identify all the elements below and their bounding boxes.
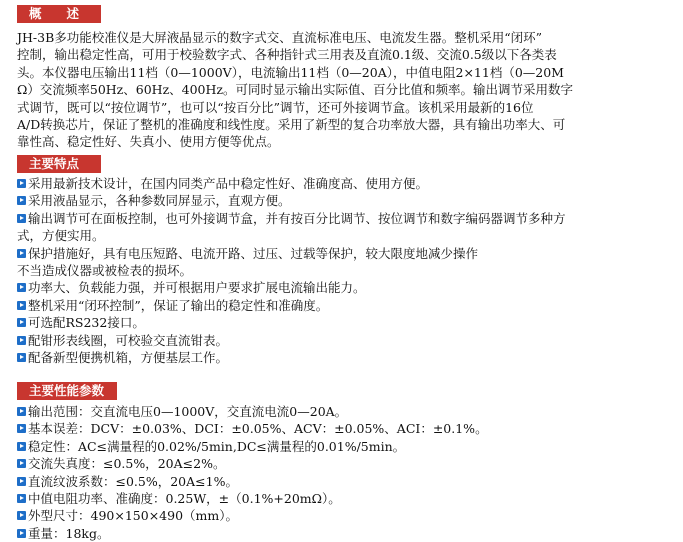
overview-line: 头。本仪器电压输出11档（0—1000V），电流输出11档（0—20A），中值电阻2×11档（0—20M — [17, 64, 564, 80]
specs-item-text: 输出范围：交直流电压0—1000V，交直流电流0—20A。 — [28, 404, 348, 419]
specs-item — [17, 403, 675, 420]
features-item-text: 式，方便实用。 — [17, 228, 105, 244]
arrow-bullet-icon — [17, 214, 26, 223]
specs-item — [17, 473, 675, 490]
arrow-bullet-icon — [17, 179, 26, 188]
features-item-text: 采用液晶显示，各种参数同屏显示，直观方便。 — [28, 193, 291, 209]
features-item-text: 功率大、负载能力强，并可根据用户要求扩展电流输出能力。 — [28, 280, 366, 296]
features-item — [17, 349, 675, 366]
features-list — [17, 175, 675, 366]
features-item — [17, 210, 675, 227]
specs-item-text: 基本误差：DCV：±0.03%、DCI：±0.05%、ACV：±0.05%、ACI：±0.1%。 — [28, 421, 488, 437]
specs-list — [17, 403, 675, 542]
arrow-bullet-icon — [17, 459, 26, 468]
features-item-text: 不当造成仪器或被检表的损坏。 — [17, 263, 193, 279]
specs-item-text: 重量：18kg。 — [28, 525, 110, 541]
overview-line: Ω）交流频率50Hz、60Hz、400Hz。可同时显示输出实际值、百分比值和频率。输出调节采用数字 — [17, 82, 573, 98]
features-item-text: 配备新型便携机箱，方便基层工作。 — [28, 350, 229, 366]
arrow-bullet-icon — [17, 336, 26, 345]
features-item — [17, 262, 675, 279]
features-item-text: 配钳形表线圈，可校验交直流钳表。 — [28, 332, 229, 348]
overview-line: 靠性高、稳定性好、失真小、使用方便等优点。 — [17, 134, 280, 150]
features-item — [17, 297, 675, 314]
features-item — [17, 175, 675, 192]
arrow-bullet-icon — [17, 511, 26, 520]
arrow-bullet-icon — [17, 301, 26, 310]
specs-item — [17, 525, 675, 542]
features-item-text: 整机采用“闭环控制”，保证了输出的稳定性和准确度。 — [28, 297, 329, 313]
arrow-bullet-icon — [17, 283, 26, 292]
arrow-bullet-icon — [17, 494, 26, 503]
arrow-bullet-icon — [17, 249, 26, 258]
arrow-bullet-icon — [17, 196, 26, 205]
specs-item — [17, 507, 675, 524]
features-item-text: 保护措施好，具有电压短路、电流开路、过压、过载等保护，较大限度地减少操作 — [28, 245, 479, 261]
features-item — [17, 192, 675, 209]
specs-item — [17, 490, 675, 507]
features-item-text: 输出调节可在面板控制，也可外接调节盒，并有按百分比调节、按位调节和数字编码器调节多种方 — [28, 210, 566, 226]
specs-item — [17, 420, 675, 437]
overview-line: 式调节，既可以“按位调节”，也可以“按百分比”调节，还可外接调节盒。该机采用最新的16位 — [17, 99, 534, 115]
overview-line: JH-3B多功能校准仪是大屏液晶显示的数字式交、直流标准电压、电流发生器。整机采用“闭环” — [17, 30, 543, 45]
arrow-bullet-icon — [17, 477, 26, 486]
specs-item-text: 交流失真度：≤0.5%，20A≤2%。 — [28, 456, 226, 472]
features-item-text: 可选配RS232接口。 — [28, 315, 145, 331]
specs-item-text: 稳定性：AC≤满量程的0.02%/5min,DC≤满量程的0.01%/5min。 — [28, 438, 406, 454]
arrow-bullet-icon — [17, 318, 26, 327]
features-item — [17, 332, 675, 349]
features-item — [17, 227, 675, 244]
specs-item-text: 外型尺寸：490×150×490（mm）。 — [28, 508, 238, 524]
overview-line: A/D转换芯片，保证了整机的准确度和线性度。采用了新型的复合功率放大器，具有输出功率大、可 — [17, 117, 566, 133]
features-item — [17, 279, 675, 296]
overview-line: 控制，输出稳定性高，可用于校验数字式、各种指针式三用表及直流0.1级、交流0.5级以下各类表 — [17, 47, 557, 63]
specs-item-text: 直流纹波系数：≤0.5%，20A≤1%。 — [28, 473, 238, 489]
specs-item-text: 中值电阻功率、准确度：0.25W，±（0.1%+20mΩ）。 — [28, 491, 341, 507]
specs-item — [17, 455, 675, 472]
features-item — [17, 245, 675, 262]
specs-header: 主要性能参数 — [17, 382, 117, 400]
features-item — [17, 314, 675, 331]
arrow-bullet-icon — [17, 424, 26, 433]
specs-item — [17, 438, 675, 455]
arrow-bullet-icon — [17, 442, 26, 451]
arrow-bullet-icon — [17, 353, 26, 362]
arrow-bullet-icon — [17, 407, 26, 416]
overview-paragraph — [17, 29, 675, 151]
features-header: 主要特点 — [17, 155, 101, 173]
overview-header: 概 述 — [17, 5, 101, 23]
features-item-text: 采用最新技术设计，在国内同类产品中稳定性好、准确度高、使用方便。 — [28, 176, 429, 191]
arrow-bullet-icon — [17, 529, 26, 538]
